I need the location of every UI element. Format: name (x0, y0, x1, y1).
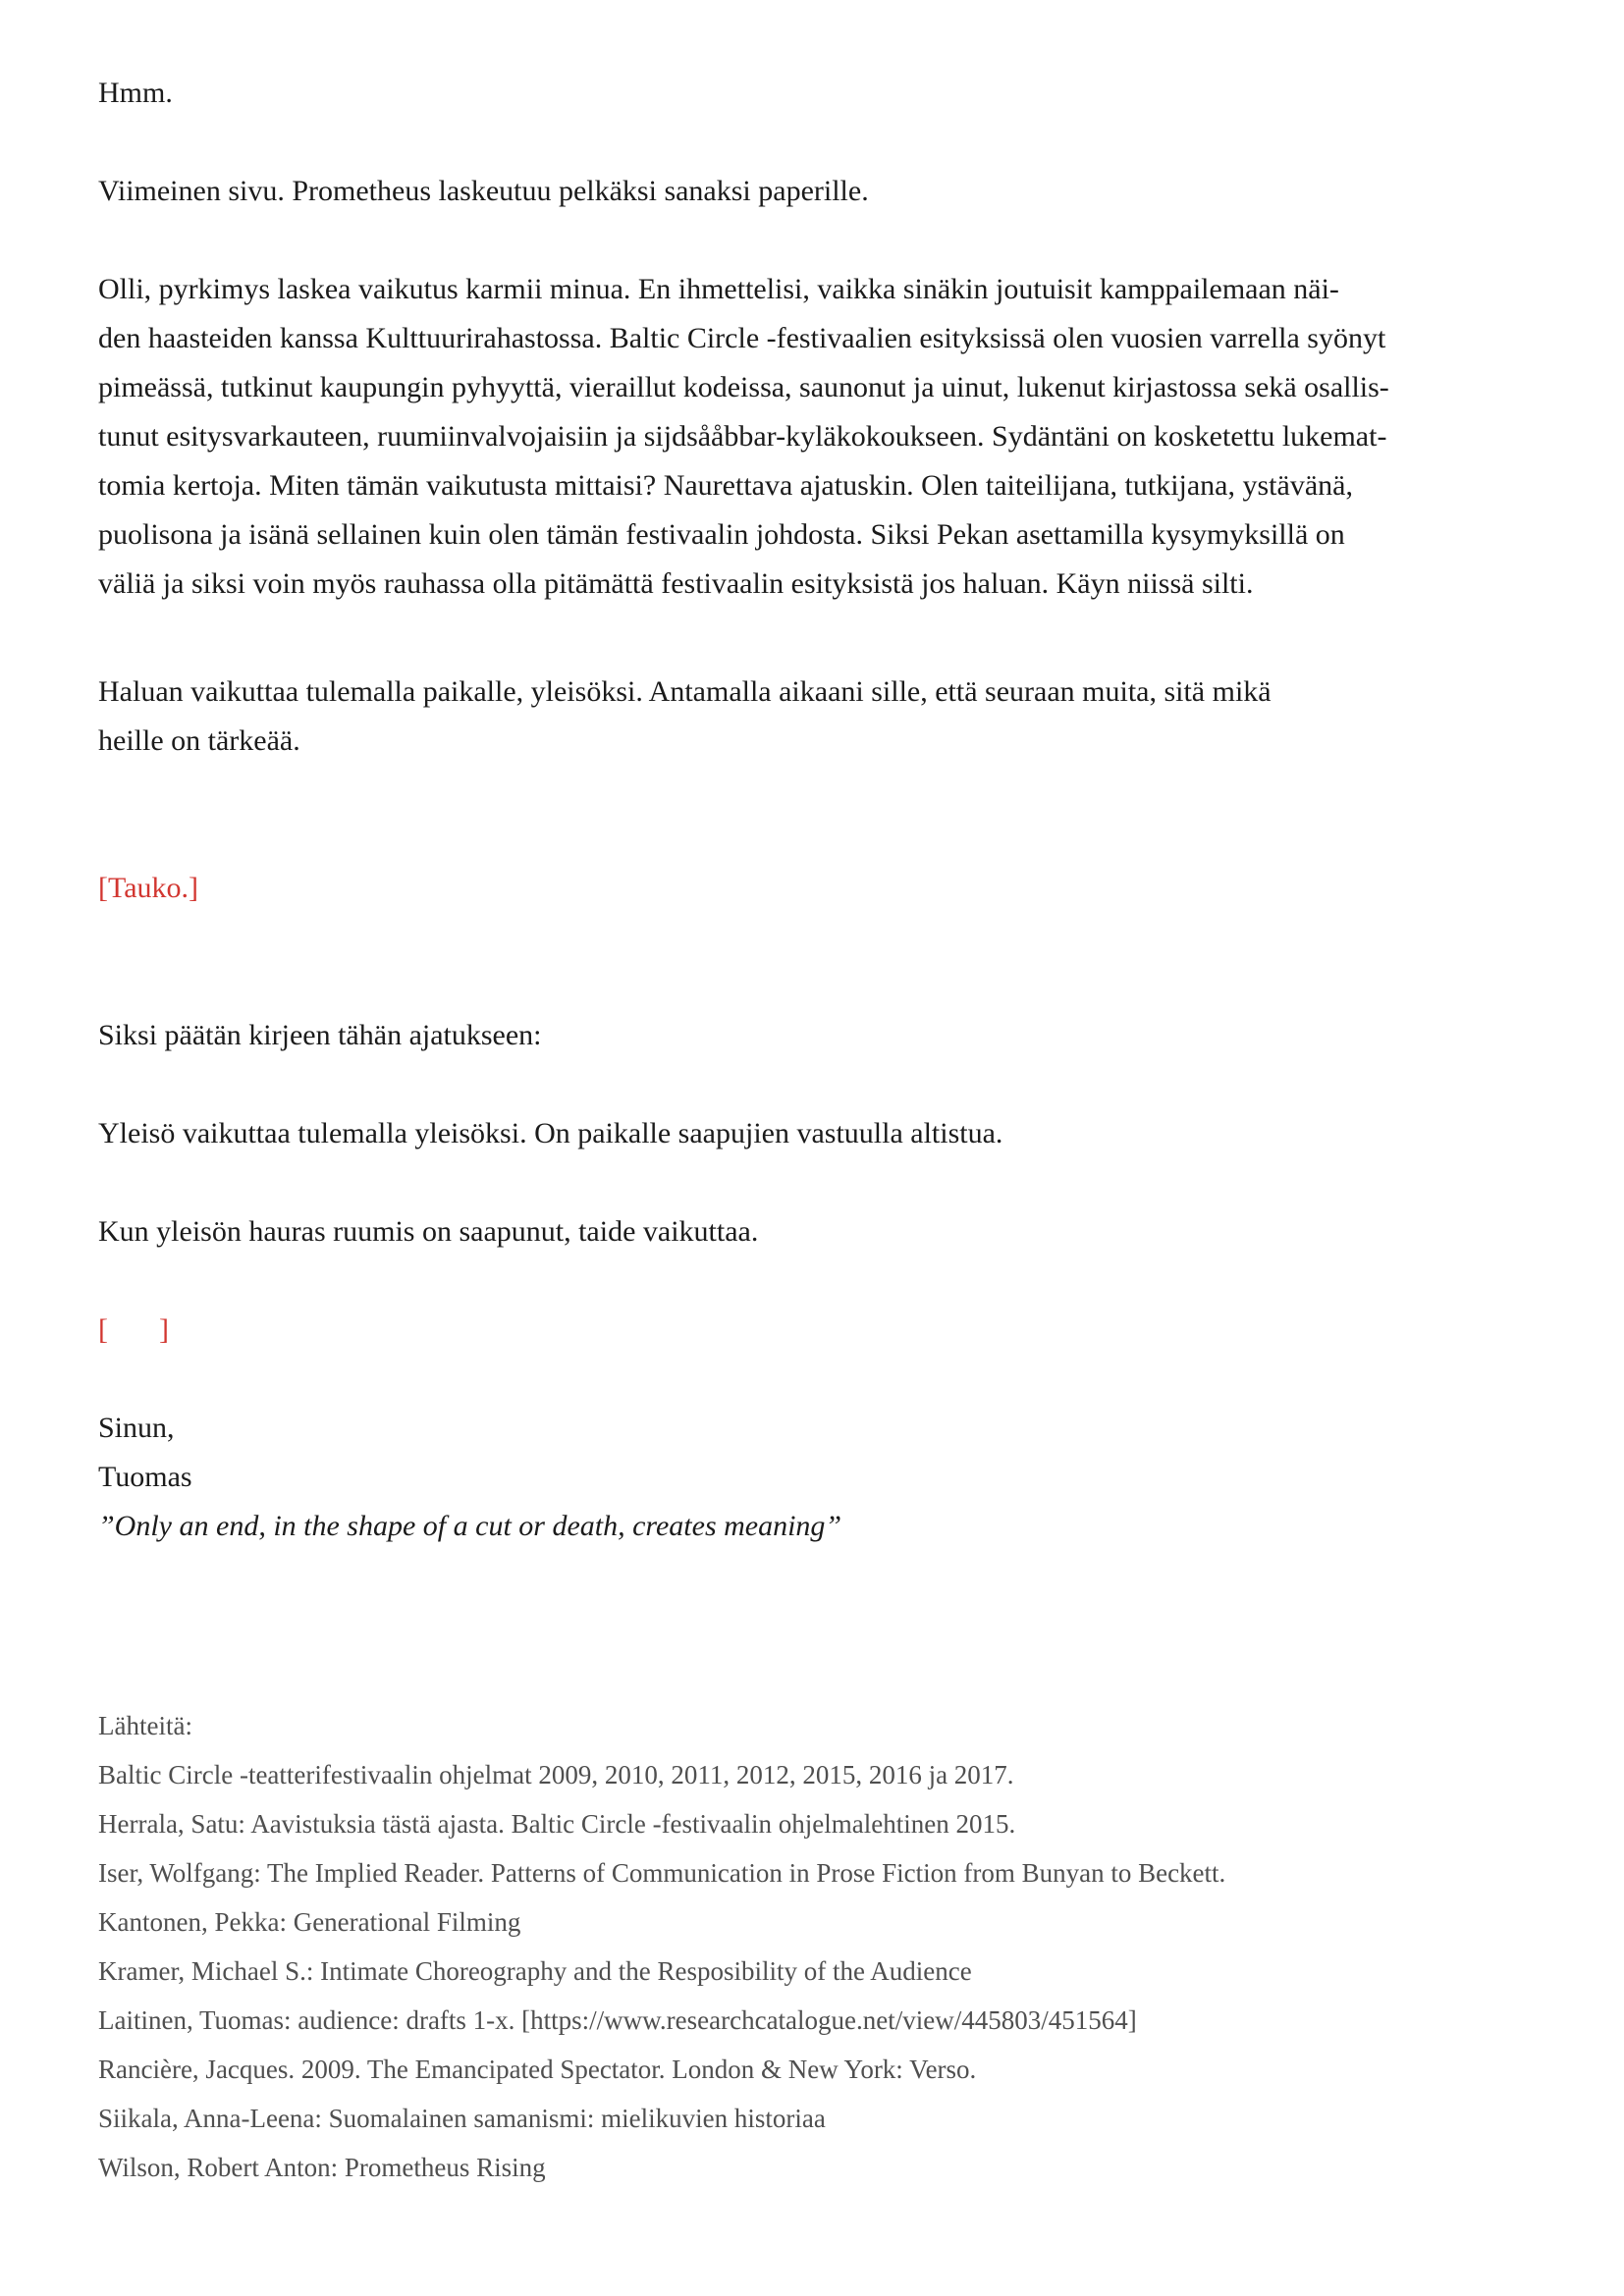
reference-item: Laitinen, Tuomas: audience: drafts 1-x. [https://www.researchcatalogue.net/view/445803/451564] (98, 2005, 1137, 2035)
reference-item: Siikala, Anna-Leena: Suomalainen samanismi: mielikuvien historiaa (98, 2104, 826, 2133)
paragraph-line: den haasteiden kanssa Kulttuurirahastossa. Baltic Circle -festivaalien esityksissä olen vuosien varrella syönyt (98, 322, 1386, 354)
paragraph-line: väliä ja siksi voin myös rauhassa olla pitämättä festivaalin esityksistä jos haluan. Käyn niissä silti. (98, 567, 1254, 600)
statement-line: Kun yleisön hauras ruumis on saapunut, taide vaikuttaa. (98, 1215, 759, 1248)
paragraph-line: tomia kertoja. Miten tämän vaikutusta mittaisi? Naurettava ajatuskin. Olen taiteilijana, tutkijana, ystävänä, (98, 469, 1353, 502)
paragraph-line: pimeässä, tutkinut kaupungin pyhyyttä, vieraillut kodeissa, saunonut ja uinut, lukenut kirjastossa sekä osallis- (98, 371, 1389, 403)
audience-paragraph (98, 667, 1575, 766)
closing-intro-line: Siksi päätän kirjeen tähän ajatukseen: (98, 1019, 542, 1051)
reference-item: Herrala, Satu: Aavistuksia tästä ajasta. Baltic Circle -festivaalin ohjelmalehtinen 2015. (98, 1809, 1016, 1839)
reference-item: Iser, Wolfgang: The Implied Reader. Patterns of Communication in Prose Fiction from Bunyan to Beckett. (98, 1858, 1226, 1888)
quote-line: ”Only an end, in the shape of a cut or death, creates meaning” (98, 1510, 842, 1542)
signature-block (98, 1404, 1575, 1551)
interjection-line: Hmm. (98, 77, 173, 109)
main-paragraph (98, 265, 1575, 609)
pause-marker: [Tauko.] (98, 872, 199, 904)
reference-item: Baltic Circle -teatterifestivaalin ohjelmat 2009, 2010, 2011, 2012, 2015, 2016 ja 2017. (98, 1760, 1014, 1789)
paragraph-line: tunut esitysvarkauteen, ruumiinvalvojaisiin ja sijdsååbbar-kyläkokoukseen. Sydäntäni on kosketettu lukemat- (98, 420, 1387, 453)
last-page-line: Viimeinen sivu. Prometheus laskeutuu pelkäksi sanaksi paperille. (98, 175, 869, 207)
statement-line: Yleisö vaikuttaa tulemalla yleisöksi. On paikalle saapujien vastuulla altistua. (98, 1117, 1003, 1149)
reference-item: Rancière, Jacques. 2009. The Emancipated Spectator. London & New York: Verso. (98, 2055, 977, 2084)
reference-item: Kramer, Michael S.: Intimate Choreography and the Resposibility of the Audience (98, 1956, 972, 1986)
paragraph-line: Olli, pyrkimys laskea vaikutus karmii minua. En ihmettelisi, vaikka sinäkin joutuisit kamppailemaan näi- (98, 273, 1339, 305)
reference-item: Kantonen, Pekka: Generational Filming (98, 1907, 521, 1937)
signoff-line: Sinun, (98, 1412, 175, 1444)
signature-line: Tuomas (98, 1461, 192, 1493)
references-section (98, 1701, 1575, 2192)
paragraph-line: Haluan vaikuttaa tulemalla paikalle, yleisöksi. Antamalla aikaani sille, että seuraan muita, sitä mikä (98, 675, 1272, 708)
references-heading: Lähteitä: (98, 1711, 192, 1740)
empty-brackets-marker: [ ] (98, 1313, 170, 1346)
paragraph-line: puolisona ja isänä sellainen kuin olen tämän festivaalin johdosta. Siksi Pekan asettamilla kysymyksillä on (98, 518, 1345, 551)
paragraph-line: heille on tärkeää. (98, 724, 300, 757)
reference-item: Wilson, Robert Anton: Prometheus Rising (98, 2153, 546, 2182)
